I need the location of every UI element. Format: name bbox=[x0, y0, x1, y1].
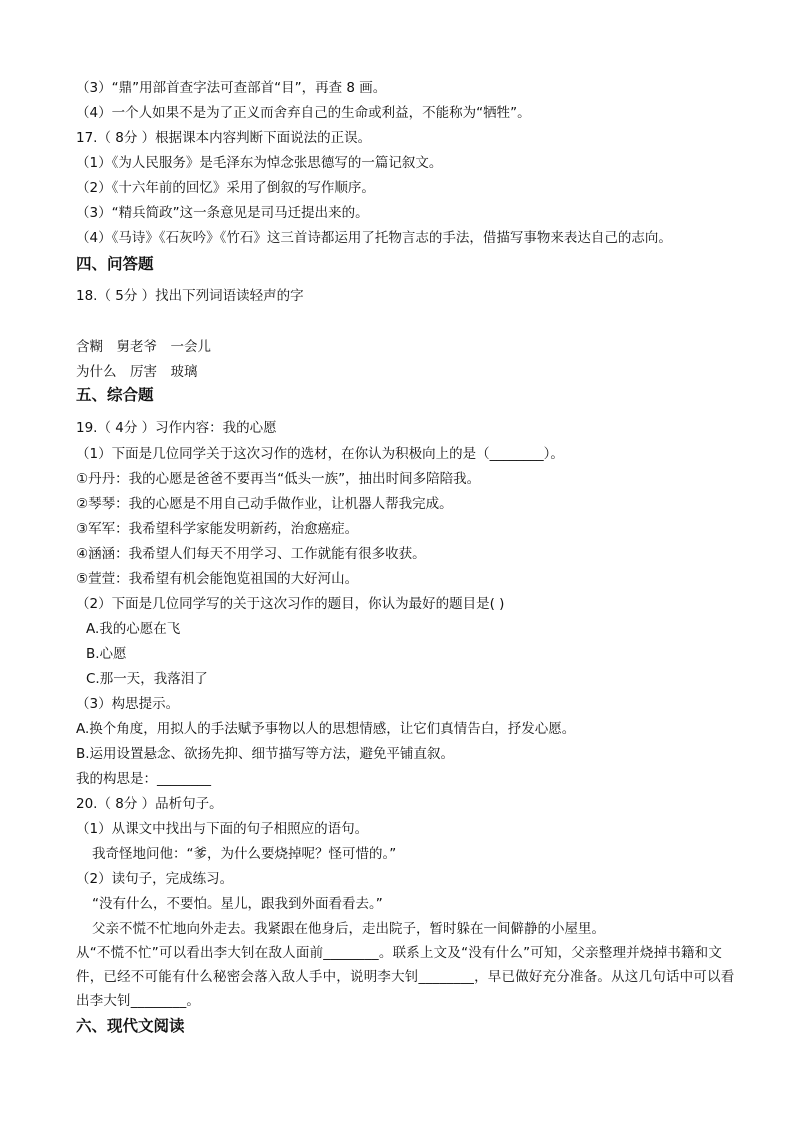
q18-words-row-2: 为什么 厉害 玻璃 bbox=[76, 364, 198, 380]
q20-quote-2: “没有什么，不要怕。星儿，跟我到外面看看去。” bbox=[92, 896, 383, 912]
q19-hint-a: A.换个角度，用拟人的手法赋予事物以人的思想情感，让它们真情告白，抒发心愿。 bbox=[76, 721, 576, 737]
question-18: 18.（ 5分 ）找出下列词语读轻声的字 bbox=[76, 288, 304, 304]
q16-item-4: （4）一个人如果不是为了正义而舍弃自己的生命或利益，不能称为“牺牲”。 bbox=[76, 105, 531, 121]
q20-part-1: （1）从课文中找出与下面的句子相照应的语句。 bbox=[76, 821, 369, 837]
q19-choice-c: C.那一天，我落泪了 bbox=[86, 671, 208, 687]
q19-option-2: ②琴琴：我的心愿是不用自己动手做作业，让机器人帮我完成。 bbox=[76, 496, 453, 512]
q17-item-2: （2）《十六年前的回忆》采用了倒叙的写作顺序。 bbox=[76, 180, 375, 196]
section-heading-6: 六、现代文阅读 bbox=[76, 1017, 185, 1035]
q17-item-1: （1）《为人民服务》是毛泽东为悼念张思德写的一篇记叙文。 bbox=[76, 155, 443, 171]
q19-option-3: ③军军：我希望科学家能发明新药，治愈癌症。 bbox=[76, 521, 359, 537]
q19-part-2: （2）下面是几位同学写的关于这次习作的题目，你认为最好的题目是( ) bbox=[76, 596, 505, 612]
q19-option-4: ④涵涵：我希望人们每天不用学习、工作就能有很多收获。 bbox=[76, 546, 426, 562]
q19-part-1: （1）下面是几位同学关于这次习作的选材，在你认为积极向上的是（________）。 bbox=[76, 446, 564, 462]
q20-quote-3: 父亲不慌不忙地向外走去。我紧跟在他身后，走出院子，暂时躲在一间僻静的小屋里。 bbox=[92, 921, 605, 937]
question-20: 20.（ 8分 ）品析句子。 bbox=[76, 796, 223, 812]
q19-hint-b: B.运用设置悬念、欲扬先抑、细节描写等方法，避免平铺直叙。 bbox=[76, 746, 455, 762]
q20-analysis-paragraph: 从“不慌不忙”可以看出李大钊在敌人面前________。联系上文及“没有什么”可知，父亲整理并烧掉书籍和文件，已经不可能有什么秘密会落入敌人手中，说明李大钊________，早已做好充分准备。从这几句话中可以看出李大钊________。 bbox=[76, 945, 735, 1009]
q17-item-4: （4）《马诗》《石灰吟》《竹石》这三首诗都运用了托物言志的手法，借描写事物来表达自己的志向。 bbox=[76, 230, 672, 246]
q20-part-2: （2）读句子，完成练习。 bbox=[76, 871, 234, 887]
section-heading-4: 四、问答题 bbox=[76, 255, 154, 273]
q20-quote-1: 我奇怪地问他：“爹，为什么要烧掉呢？怪可惜的。” bbox=[92, 846, 397, 862]
question-19: 19.（ 4分 ）习作内容：我的心愿 bbox=[76, 420, 277, 436]
q17-item-3: （3）“精兵简政”这一条意见是司马迁提出来的。 bbox=[76, 205, 369, 221]
q19-part-3: （3）构思提示。 bbox=[76, 696, 180, 712]
q19-option-5: ⑤萱萱：我希望有机会能饱览祖国的大好河山。 bbox=[76, 571, 359, 587]
q19-choice-b: B.心愿 bbox=[86, 646, 127, 662]
q19-option-1: ①丹丹：我的心愿是爸爸不要再当“低头一族”，抽出时间多陪陪我。 bbox=[76, 471, 481, 487]
section-heading-5: 五、综合题 bbox=[76, 386, 154, 404]
q16-item-3: （3）“鼎”用部首查字法可查部首“目”，再查 8 画。 bbox=[76, 80, 387, 96]
q18-words-row-1: 含糊 舅老爷 一会儿 bbox=[76, 339, 211, 355]
q19-my-plan: 我的构思是：________ bbox=[76, 771, 211, 787]
q19-choice-a: A.我的心愿在飞 bbox=[86, 621, 181, 637]
question-17: 17.（ 8分 ）根据课本内容判断下面说法的正误。 bbox=[76, 130, 372, 146]
